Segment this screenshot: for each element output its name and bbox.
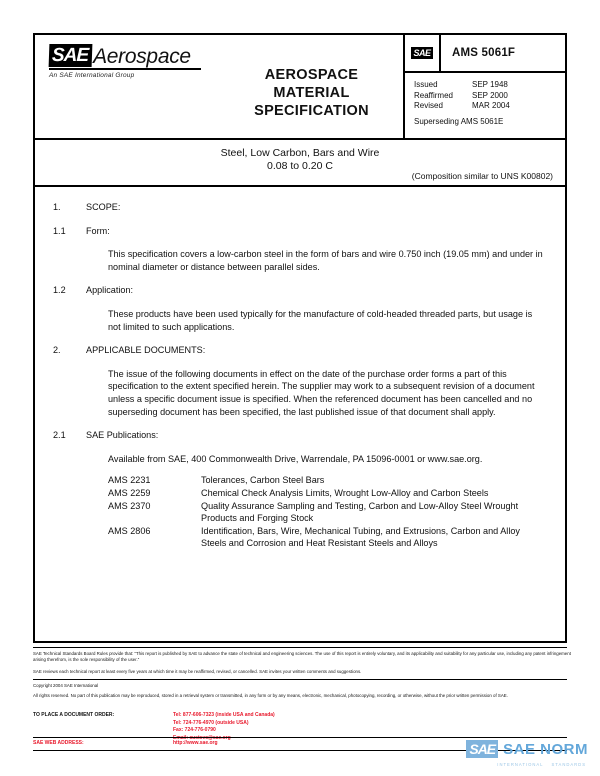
document-description: Chemical Check Analysis Limits, Wrought Low-Alloy and Carbon Steels bbox=[201, 487, 489, 498]
footer-copyright-block bbox=[33, 683, 573, 704]
watermark-sub-right: STANDARDS bbox=[551, 762, 586, 767]
document-id: AMS 2259 bbox=[108, 487, 151, 498]
list-item bbox=[108, 500, 547, 525]
document-number-row bbox=[405, 35, 565, 73]
sae-norm-subtext bbox=[497, 762, 586, 767]
section-publications-label: SAE Publications: bbox=[86, 430, 159, 441]
footer-rule-middle bbox=[33, 679, 567, 680]
section-form-number: 1.1 bbox=[53, 225, 66, 236]
date-label-issued: Issued bbox=[414, 80, 438, 89]
document-description: Quality Assurance Sampling and Testing, Carbon and Low-Alloy Steel Wrought Products and Forging Stock bbox=[201, 500, 519, 524]
subject-line-2: 0.08 to 0.20 C bbox=[267, 160, 333, 172]
section-applicable-number: 2. bbox=[53, 345, 61, 356]
order-row-1 bbox=[33, 712, 433, 720]
section-publications-heading bbox=[53, 429, 547, 442]
date-row-revised bbox=[414, 101, 565, 112]
order-spacer-3 bbox=[33, 727, 173, 735]
document-id: AMS 2231 bbox=[108, 475, 151, 486]
aerospace-wordmark: Aerospace bbox=[93, 45, 191, 68]
sae-badge-icon bbox=[405, 35, 441, 71]
section-applicable-text: The issue of the following documents in effect on the date of the purchase order forms a part of this specification to the extent specified herein. The supplier may work to a subsequent revision of a document unless a specific document issue is specified. When the referenced document has been cancelled and no superseding document has been specified, the last published issue of that document shall apply. bbox=[108, 368, 535, 417]
section-scope-number: 1. bbox=[53, 202, 61, 212]
date-label-revised: Revised bbox=[414, 101, 443, 110]
sae-aerospace-logo bbox=[49, 44, 209, 79]
document-dates bbox=[405, 73, 565, 127]
web-address-row bbox=[33, 740, 433, 746]
order-phone-intl: Tel: 724-776-4970 (outside USA) bbox=[173, 719, 249, 726]
watermark-sub-left: INTERNATIONAL bbox=[497, 762, 544, 767]
document-description: Tolerances, Carbon Steel Bars bbox=[201, 475, 325, 486]
document-id: AMS 2806 bbox=[108, 525, 151, 536]
document-description: Identification, Bars, Wire, Mechanical Tubing, and Extrusions, Carbon and Alloy Steels and Corrosion and Heat Resistant Steels and Alloys bbox=[201, 525, 520, 549]
header-meta-cell bbox=[403, 35, 565, 138]
order-label: TO PLACE A DOCUMENT ORDER: bbox=[33, 712, 115, 718]
list-item bbox=[108, 474, 547, 487]
date-label-reaffirmed: Reaffirmed bbox=[414, 90, 453, 100]
title-line-1: AEROSPACE bbox=[264, 66, 359, 83]
section-form-text: This specification covers a low-carbon steel in the form of bars and wire 0.750 inch (19.05 mm) and under in nominal diameter or distance between parallel sides. bbox=[108, 249, 543, 272]
section-application-text: These products have been used typically for the manufacture of cold-headed threaded parts, but usage is not limited to such applications. bbox=[108, 308, 533, 332]
section-application-heading bbox=[53, 284, 547, 297]
header-title-cell bbox=[220, 35, 403, 138]
logo-tagline: An SAE International Group bbox=[49, 71, 135, 79]
section-form-label: Form: bbox=[86, 225, 110, 236]
section-scope-heading bbox=[53, 201, 547, 214]
date-value-reaffirmed: SEP 2000 bbox=[472, 90, 508, 100]
title-line-3: SPECIFICATION bbox=[254, 102, 369, 119]
subject-line-1: Steel, Low Carbon, Bars and Wire bbox=[220, 147, 380, 159]
document-body bbox=[35, 187, 565, 550]
section-applicable-label: APPLICABLE DOCUMENTS: bbox=[86, 345, 206, 356]
section-form-heading bbox=[53, 225, 547, 238]
order-row-2 bbox=[33, 720, 433, 728]
subject-band bbox=[35, 140, 565, 187]
logo-underline bbox=[49, 68, 201, 70]
date-row-reaffirmed bbox=[414, 91, 565, 102]
disclaimer-paragraph-1: SAE Technical Standards Board Rules provide that: “This report is published by SAE to advance the state of technical and engineering sciences. The use of this report is entirely voluntary, and its applicability and suitability for any particular use, including any patent infringement arising therefrom, is the sole responsibility of the user.” bbox=[33, 651, 571, 663]
header-logo-cell bbox=[35, 35, 220, 138]
composition-note: (Composition similar to UNS K00802) bbox=[411, 171, 553, 181]
sae-badge-mark: SAE bbox=[413, 47, 431, 58]
sae-logo-mark: SAE bbox=[49, 44, 93, 67]
section-applicable-heading bbox=[53, 344, 547, 357]
list-item bbox=[108, 487, 547, 500]
list-item bbox=[108, 525, 547, 550]
section-application-label: Application: bbox=[86, 285, 134, 296]
web-address-label: SAE WEB ADDRESS: bbox=[33, 740, 84, 746]
document-number: AMS 5061F bbox=[452, 47, 516, 59]
sae-norm-watermark bbox=[466, 740, 588, 758]
document-header bbox=[35, 35, 565, 140]
date-value-issued: SEP 1948 bbox=[472, 80, 508, 89]
sae-norm-mark-icon: SAE bbox=[466, 740, 498, 758]
footer-disclaimer bbox=[33, 651, 573, 680]
specification-frame bbox=[33, 33, 567, 643]
document-id: AMS 2370 bbox=[108, 500, 151, 511]
title-line-2: MATERIAL bbox=[273, 84, 350, 101]
order-spacer-2 bbox=[33, 720, 173, 728]
section-publications-number: 2.1 bbox=[53, 430, 66, 441]
disclaimer-paragraph-2: SAE reviews each technical report at least every five years at which time it may be reaffirmed, revised, or cancelled. SAE invites your written comments and suggestions. bbox=[33, 668, 362, 674]
order-phone-usa: Tel: 877-606-7323 (inside USA and Canada) bbox=[173, 712, 275, 718]
order-row-3 bbox=[33, 727, 433, 735]
order-fax: Fax: 724-776-0790 bbox=[173, 727, 216, 734]
web-address-link[interactable]: http://www.sae.org bbox=[173, 740, 218, 746]
sae-norm-text: SAE NORM bbox=[503, 740, 588, 758]
superseding-note: Superseding AMS 5061E bbox=[414, 116, 504, 126]
section-scope-label: SCOPE: bbox=[86, 202, 121, 212]
date-value-revised: MAR 2004 bbox=[472, 101, 510, 110]
section-application-number: 1.2 bbox=[53, 285, 66, 296]
publications-availability: Available from SAE, 400 Commonwealth Drive, Warrendale, PA 15096-0001 or www.sae.org. bbox=[108, 453, 483, 464]
footer-rule-top bbox=[33, 647, 567, 648]
referenced-documents-list bbox=[108, 474, 547, 550]
footer-rule-bottom bbox=[33, 737, 567, 738]
date-row-issued bbox=[414, 80, 565, 91]
rights-reserved-text: All rights reserved. No part of this publication may be reproduced, stored in a retrieval system or transmitted, in any form or by any means, electronic, mechanical, photocopying, recording, or otherwise, without the prior written permission of SAE. bbox=[33, 693, 508, 699]
copyright-line: Copyright 2004 SAE International bbox=[33, 683, 99, 688]
